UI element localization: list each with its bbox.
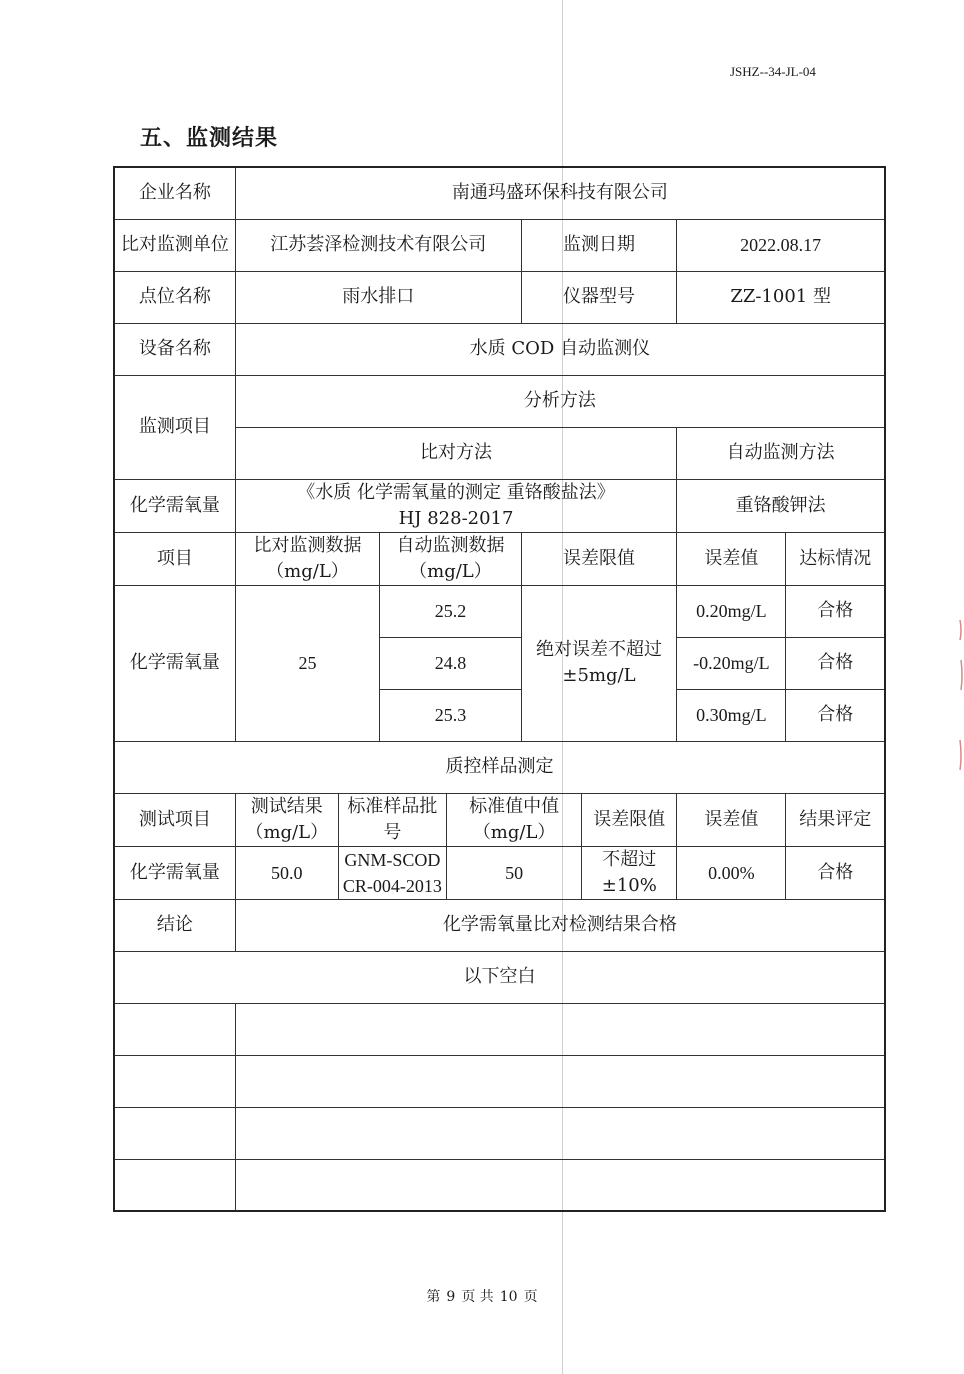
empty-cell: [235, 1107, 885, 1159]
qc-batch: GNM-SCOD CR-004-2013: [338, 846, 446, 899]
results-header-compare: 比对监测数据（mg/L）: [235, 532, 379, 585]
result-auto-value: 25.2: [380, 585, 521, 637]
method-header: 分析方法: [235, 375, 885, 427]
compare-method-header: 比对方法: [235, 427, 677, 479]
qc-header-batch: 标准样品批号: [338, 793, 446, 846]
empty-row: [114, 1003, 885, 1055]
qc-header-result: 测试结果（mg/L）: [235, 793, 338, 846]
compare-method-line1: 《水质 化学需氧量的测定 重铬酸盐法》: [297, 481, 615, 503]
method-row: [114, 479, 885, 532]
compare-method-line2: HJ 828-2017: [398, 507, 514, 529]
result-auto-value: 25.3: [380, 689, 521, 741]
qc-evaluation: 合格: [786, 846, 885, 899]
date-value: 2022.08.17: [677, 219, 885, 271]
method-header-row: [114, 375, 885, 427]
results-header-limit: 误差限值: [521, 532, 677, 585]
auto-method-header: 自动监测方法: [677, 427, 885, 479]
point-value: 雨水排口: [235, 271, 521, 323]
unit-value: 江苏荟泽检测技术有限公司: [235, 219, 521, 271]
result-row: [114, 585, 885, 637]
conclusion-row: [114, 899, 885, 951]
blank-note: 以下空白: [114, 951, 885, 1003]
empty-cell: [114, 1055, 235, 1107]
qc-header-item: 测试项目: [114, 793, 235, 846]
instrument-label: 仪器型号: [521, 271, 677, 323]
qc-data-row: [114, 846, 885, 899]
qc-item: 化学需氧量: [114, 846, 235, 899]
section-title: 五、监测结果: [140, 125, 279, 151]
total-pages: 10: [499, 1289, 518, 1305]
company-value: 南通玛盛环保科技有限公司: [235, 167, 885, 219]
results-header-auto: 自动监测数据（mg/L）: [380, 532, 521, 585]
point-row: [114, 271, 885, 323]
device-row: [114, 323, 885, 375]
result-status: 合格: [786, 637, 885, 689]
page-suffix: 页: [523, 1289, 538, 1305]
conclusion-label: 结论: [114, 899, 235, 951]
qc-header-limit: 误差限值: [582, 793, 677, 846]
conclusion-value: 化学需氧量比对检测结果合格: [235, 899, 885, 951]
instrument-value: ZZ-1001 型: [677, 271, 885, 323]
empty-cell: [114, 1159, 235, 1211]
auto-method-value: 重铬酸钾法: [677, 479, 885, 532]
partial-seal-mark: [952, 600, 964, 800]
empty-row: [114, 1159, 885, 1211]
result-error-value: -0.20mg/L: [677, 637, 786, 689]
qc-header-evaluation: 结果评定: [786, 793, 885, 846]
qc-limit: 不超过±10%: [582, 846, 677, 899]
document-code: JSHZ--34-JL-04: [730, 64, 816, 79]
results-header-item: 项目: [114, 532, 235, 585]
qc-header-row: [114, 793, 885, 846]
empty-row: [114, 1107, 885, 1159]
qc-header-median: 标准值中值（mg/L）: [446, 793, 581, 846]
unit-label: 比对监测单位: [114, 219, 235, 271]
results-header-error: 误差值: [677, 532, 786, 585]
result-item: 化学需氧量: [114, 585, 235, 741]
qc-median: 50: [446, 846, 581, 899]
page-mid: 页 共: [461, 1289, 494, 1305]
company-label: 企业名称: [114, 167, 235, 219]
blank-note-row: [114, 951, 885, 1003]
result-status: 合格: [786, 585, 885, 637]
empty-cell: [114, 1003, 235, 1055]
empty-cell: [114, 1107, 235, 1159]
result-error-value: 0.30mg/L: [677, 689, 786, 741]
result-compare-value: 25: [235, 585, 379, 741]
results-header-row: [114, 532, 885, 585]
result-status: 合格: [786, 689, 885, 741]
empty-cell: [235, 1055, 885, 1107]
cod-label: 化学需氧量: [114, 479, 235, 532]
point-label: 点位名称: [114, 271, 235, 323]
empty-cell: [235, 1159, 885, 1211]
qc-title-row: [114, 741, 885, 793]
monitoring-results-table: [113, 166, 886, 1212]
result-error-value: 0.20mg/L: [677, 585, 786, 637]
result-auto-value: 24.8: [380, 637, 521, 689]
qc-title: 质控样品测定: [114, 741, 885, 793]
results-header-status: 达标情况: [786, 532, 885, 585]
qc-header-error: 误差值: [677, 793, 786, 846]
result-error-limit: 绝对误差不超过±5mg/L: [521, 585, 677, 741]
qc-result: 50.0: [235, 846, 338, 899]
page-number: 9: [446, 1289, 456, 1305]
unit-row: [114, 219, 885, 271]
compare-method-value: [235, 479, 677, 532]
device-label: 设备名称: [114, 323, 235, 375]
page-footer: [0, 1286, 964, 1306]
date-label: 监测日期: [521, 219, 677, 271]
empty-cell: [235, 1003, 885, 1055]
device-value: 水质 COD 自动监测仪: [235, 323, 885, 375]
company-row: [114, 167, 885, 219]
qc-error: 0.00%: [677, 846, 786, 899]
item-label: 监测项目: [114, 375, 235, 479]
empty-row: [114, 1055, 885, 1107]
page-prefix: 第: [426, 1289, 441, 1305]
